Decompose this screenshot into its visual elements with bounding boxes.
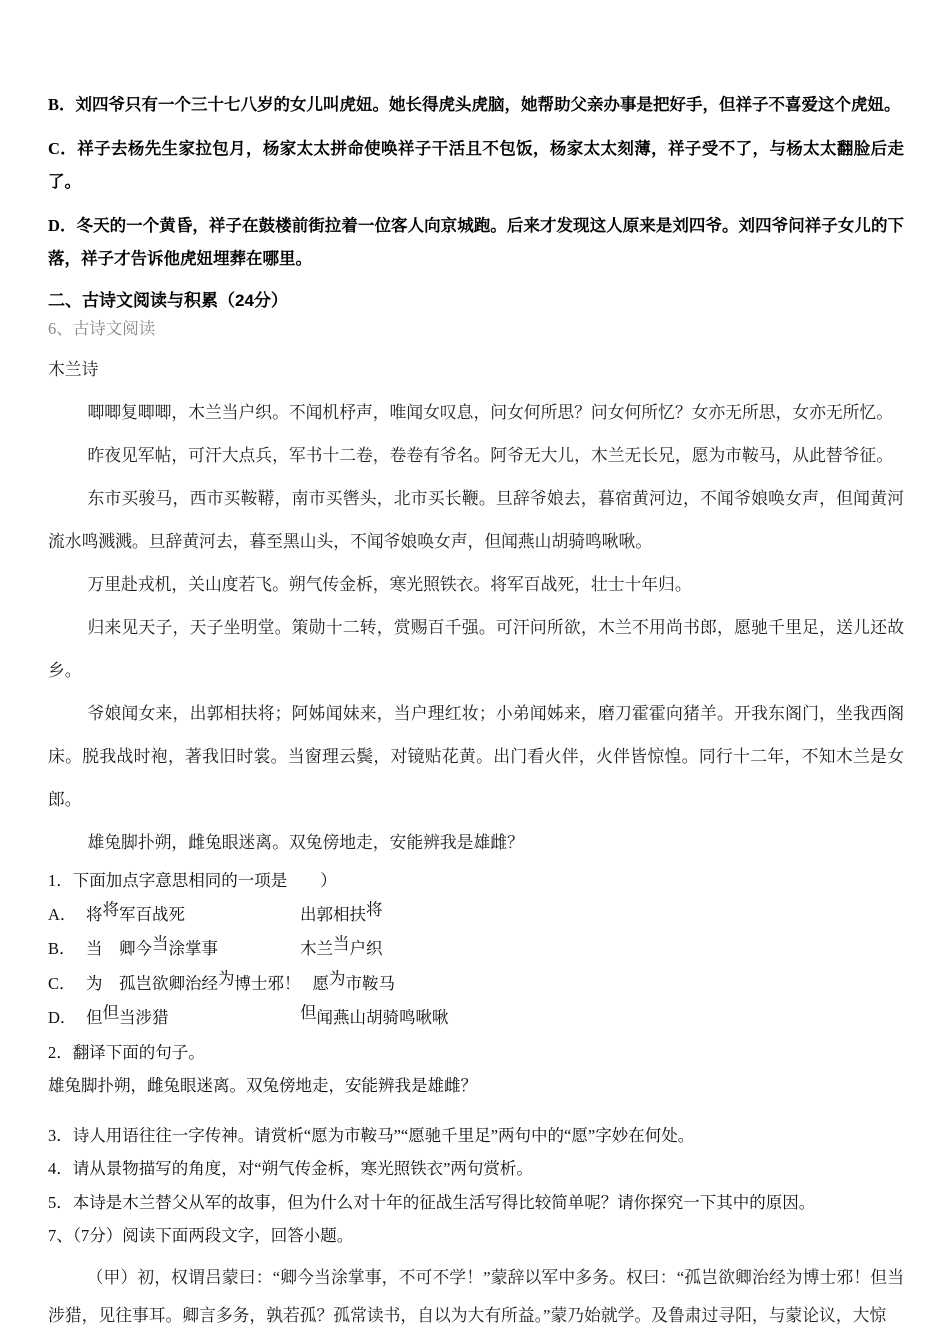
q7-stem: 7、（7分）阅读下面两段文字，回答小题。 xyxy=(48,1226,354,1245)
poem-mulan xyxy=(48,348,904,864)
q1-option-a xyxy=(48,898,904,933)
option-first-phrase xyxy=(86,898,288,933)
poem-stanza-3: 东市买骏马，西市买鞍鞯，南市买辔头，北市买长鞭。旦辞爷娘去，暮宿黄河边，不闻爷娘唤女声，但闻黄河流水鸣溅溅。旦辞黄河去，暮至黑山头，不闻爷娘唤女声，但闻燕山胡骑鸣啾啾。 xyxy=(48,489,904,551)
phrase-post: 户织 xyxy=(349,939,383,958)
option-letter: D． xyxy=(48,1008,77,1027)
option-key-char: 当 xyxy=(86,939,119,958)
phrase-post: 闻燕山胡骑鸣啾啾 xyxy=(316,1008,449,1027)
option-key-char: 将 xyxy=(86,904,103,924)
option-text: 冬天的一个黄昏，祥子在鼓楼前街拉着一位客人向京城跑。后来才发现这人原来是刘四爷。刘四爷问祥子女儿的下落，祥子才告诉他虎妞埋葬在哪里。 xyxy=(48,217,905,268)
novel-option-c xyxy=(48,132,904,199)
q1-option-c xyxy=(48,967,904,1002)
dotted-char: 但 xyxy=(102,1003,119,1022)
phrase-pre: 愿 xyxy=(312,973,329,993)
option-second-phrase xyxy=(313,967,396,1002)
poem-stanza-7: 雄兔脚扑朔，雌兔眼迷离。双兔傍地走，安能辨我是雄雌？ xyxy=(87,833,524,852)
q3-stem: 3．诗人用语往往一字传神。请赏析“愿为市鞍马”“愿驰千里足”两句中的“愿”字妙在何处。 xyxy=(48,1125,695,1145)
option-letter: D． xyxy=(48,216,77,235)
poem-stanza-2: 昨夜见军帖，可汗大点兵，军书十二卷，卷卷有爷名。阿爷无大儿，木兰无长兄，愿为市鞍马，从此替爷征。 xyxy=(87,446,893,465)
q1-option-b xyxy=(48,932,904,967)
phrase-post: 当涉猎 xyxy=(119,1008,169,1027)
option-letter: C． xyxy=(48,139,78,158)
option-letter: A． xyxy=(48,904,77,924)
q1-stem: 1．下面加点字意思相同的一项是 ） xyxy=(48,871,337,890)
novel-option-b xyxy=(48,88,904,122)
q1-option-d xyxy=(48,1001,904,1036)
option-letter: B． xyxy=(48,95,76,114)
section-header: 二、古诗文阅读与积累（24分） xyxy=(48,291,288,310)
option-letter: B． xyxy=(48,939,76,958)
q5-stem: 5．本诗是木兰替父从军的故事，但为什么对十年的征战生活写得比较简单呢？请你探究一下其中的原因。 xyxy=(48,1192,816,1212)
phrase-pre: 卿今 xyxy=(119,939,152,958)
option-second-phrase xyxy=(300,1001,449,1036)
dotted-char: 为 xyxy=(218,968,235,988)
poem-title: 木兰诗 xyxy=(48,360,99,379)
option-key-char: 为 xyxy=(86,973,119,993)
dotted-char: 但 xyxy=(300,1003,317,1022)
phrase-pre: 木兰 xyxy=(300,939,333,958)
poem-stanza-6: 爷娘闻女来，出郭相扶将；阿姊闻妹来，当户理红妆；小弟闻姊来，磨刀霍霍向猪羊。开我东阁门，坐我西阁床。脱我战时袍，著我旧时裳。当窗理云鬓，对镜贴花黄。出门看火伴，火伴皆惊惶。同行十二年，不知木兰是女郎。 xyxy=(48,704,904,809)
dotted-char: 当 xyxy=(333,934,350,953)
phrase-post: 涂掌事 xyxy=(168,939,218,958)
poem-stanza-5: 归来见天子，天子坐明堂。策勋十二转，赏赐百千强。可汗问所欲，木兰不用尚书郎，愿驰千里足，送儿还故乡。 xyxy=(48,618,904,680)
phrase-pre: 出郭相扶 xyxy=(300,904,366,924)
dotted-char: 当 xyxy=(152,934,169,953)
phrase-post: 博士邪！ xyxy=(234,973,301,993)
option-letter: C． xyxy=(48,973,76,993)
option-key-char: 但 xyxy=(86,1008,103,1027)
option-text: 刘四爷只有一个三十七八岁的女儿叫虎妞。她长得虎头虎脑，她帮助父亲办事是把好手，但祥子不喜爱这个虎妞。 xyxy=(75,96,901,114)
subsection-label: 6、古诗文阅读 xyxy=(48,319,156,338)
q2-sentence: 雄兔脚扑朔，雌兔眼迷离。双兔傍地走，安能辨我是雄雌？ xyxy=(48,1076,477,1095)
phrase-pre: 孤岂欲卿治经 xyxy=(119,973,218,993)
q2-stem: 2．翻译下面的句子。 xyxy=(48,1042,205,1062)
phrase-post: 市鞍马 xyxy=(345,973,395,993)
q4-stem: 4．请从景物描写的角度，对“朔气传金柝，寒光照铁衣”两句赏析。 xyxy=(48,1159,533,1178)
option-first-phrase xyxy=(86,1001,288,1036)
option-text: 祥子去杨先生家拉包月，杨家太太拼命使唤祥子干活且不包饭，杨家太太刻薄，祥子受不了，与杨太太翻脸后走了。 xyxy=(48,140,905,191)
dotted-char: 为 xyxy=(329,968,346,988)
poem-stanza-1: 唧唧复唧唧，木兰当户织。不闻机杼声，唯闻女叹息，问女何所思？问女何所忆？女亦无所思，女亦无所忆。 xyxy=(87,403,893,422)
q7-passage-jia: （甲）初，权谓吕蒙曰：“卿今当涂掌事，不可不学！”蒙辞以军中多务。权曰：“孤岂欲卿治经为博士邪！但当涉猎，见往事耳。卿言多务，孰若孤？孤常读书，自以为大有所益。”蒙乃始就学。及鲁肃过寻阳，与蒙论议，大惊 xyxy=(48,1267,904,1325)
phrase-post: 军百战死 xyxy=(119,904,185,924)
dotted-char: 将 xyxy=(366,899,383,919)
dotted-char: 将 xyxy=(102,899,119,919)
option-first-phrase xyxy=(86,932,288,967)
novel-option-d xyxy=(48,209,904,276)
poem-stanza-4: 万里赴戎机，关山度若飞。朔气传金柝，寒光照铁衣。将军百战死，壮士十年归。 xyxy=(87,575,692,594)
